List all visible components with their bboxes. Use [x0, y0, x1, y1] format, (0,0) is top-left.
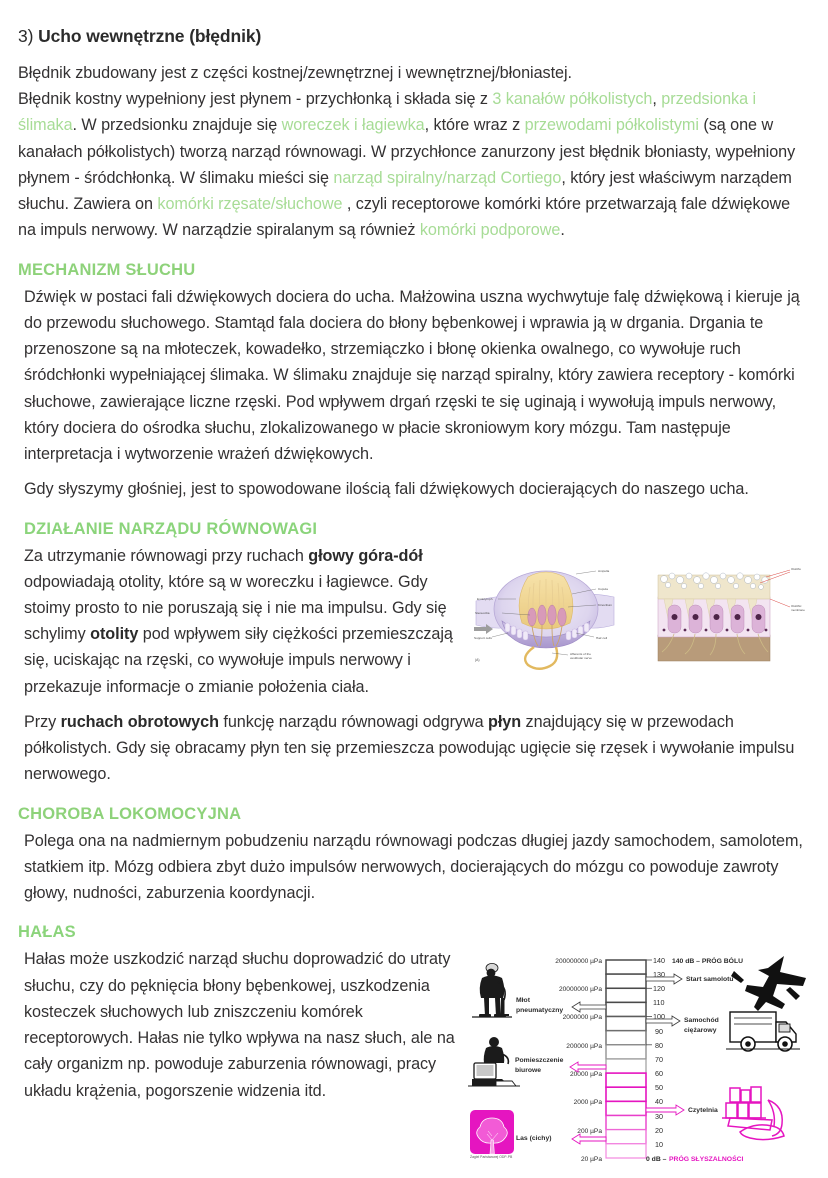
- source-label-ciezarowy: ciężarowy: [684, 1027, 717, 1035]
- label-kinocilium: Kinocilium: [598, 602, 613, 607]
- threshold-hearing-db: 0 dB –: [646, 1156, 667, 1164]
- balance2-text-a: Przy: [24, 712, 61, 731]
- source-arrow-mlot-pneumatyczny: [516, 997, 606, 1014]
- balance-text-b: odpowiadają otolity, które są w woreczku i łagiewce. Gdy stoimy prosto to nie poruszają się i nie ma impulsu. Gdy się schylimy: [24, 572, 447, 644]
- db-tick-20: 20: [655, 1126, 663, 1136]
- balance-text-c: pod wpływem siły ciężkości przemieszczają się, uciskając na rzęski, co wywołuje impuls nerwowy i przekazuje informacje o zmianie położenia ciała.: [24, 625, 453, 696]
- pa-label-40: 2000 µPa: [573, 1099, 602, 1107]
- noise-scale-chart: [468, 950, 818, 1178]
- intro-line1-text: Błędnik zbudowany jest z części kostnej/zewnętrznej i wewnętrznej/błoniastej.: [18, 64, 572, 82]
- intro-text-f: , który jest właściwym narządem słuchu. Zawiera on: [18, 168, 792, 214]
- balance2-text-c: znajdujący się w przewodach półkolistych. Gdy się obracamy płyn ten się przemieszcza powodując ugięcie się rzęsek i wywołanie impulsu nerwowego.: [24, 712, 795, 784]
- intro-text-d: , które wraz z: [424, 116, 525, 135]
- reading-room-illustration: [722, 1087, 784, 1140]
- source-label-czytelnia: Czytelnia: [688, 1107, 718, 1115]
- balance-paragraph-2: [18, 709, 810, 788]
- db-tick-labels: [653, 956, 665, 1149]
- db-tick-40: 40: [655, 1097, 663, 1107]
- db-tick-30: 30: [655, 1112, 663, 1122]
- pa-label-120: 20000000 µPa: [558, 986, 602, 994]
- threshold-pain: 140 dB – PRÓG BÓLU: [672, 958, 744, 966]
- section-heading-halas: HAŁAS: [18, 923, 76, 942]
- db-tick-90: 90: [655, 1027, 663, 1037]
- office-worker-illustration: [468, 1037, 520, 1086]
- source-label-samochod: Samochód: [684, 1017, 719, 1025]
- label-otolithic-membrane-1: Otolithic: [791, 603, 802, 608]
- db-ladder: [606, 960, 646, 1158]
- highlight-komorki-rzesate: komórki rzęsate/słuchowe: [157, 195, 343, 214]
- page-title: [18, 26, 810, 47]
- pa-label-80: 200000 µPa: [566, 1043, 602, 1051]
- highlight-przewody-polkoliste: przewodami półkolistymi: [524, 116, 699, 135]
- halas-figure-column: [470, 946, 818, 1178]
- source-label-biurowe: biurowe: [515, 1067, 542, 1075]
- balance-figure-column: [470, 543, 828, 679]
- balance-paragraph-1: [18, 543, 470, 700]
- source-label-mlot: Młot: [516, 997, 530, 1005]
- title-text: Ucho wewnętrzne (błędnik): [38, 26, 262, 46]
- db-tick-80: 80: [655, 1041, 663, 1051]
- db-tick-120: 120: [653, 984, 665, 994]
- label-stereocilia: Stereocilia: [475, 610, 490, 615]
- bold-ruchach-obrotowych: ruchach obrotowych: [60, 712, 219, 731]
- threshold-hearing: PRÓG SŁYSZALNOŚCI: [669, 1156, 744, 1164]
- mechanizm-paragraph-2: Gdy słyszymy głośniej, jest to spowodowane ilością fali dźwiękowych docierających do naszego ucha.: [24, 480, 749, 499]
- balance-row: [18, 543, 810, 700]
- label-afferents-1: Afferents of the: [570, 651, 591, 656]
- source-label-pneumatyczny: pneumatyczny: [516, 1007, 564, 1015]
- source-arrow-las-cichy: [516, 1134, 606, 1144]
- db-tick-70: 70: [655, 1055, 663, 1065]
- intro-text-h: .: [560, 221, 565, 240]
- section-heading-dzialanie-narzadu-rownowagi: DZIAŁANIE NARZĄDU RÓWNOWAGI: [24, 519, 318, 538]
- db-tick-60: 60: [655, 1069, 663, 1079]
- db-tick-10: 10: [655, 1140, 663, 1150]
- mechanizm-paragraph-1: Dźwięk w postaci fali dźwiękowych dociera do ucha. Małżowina uszna wychwytuje falę dźwiękową i kieruje ją do przewodu słuchowego. Stamtąd fala dociera do błony bębenkowej i wprawia ją w drgania. Drgania te przenoszone są na młoteczek, kowadełko, strzemiączko i błonę okienka owalnego, co wywołuje ruch śródchłonki wypełniającej ślimaka. W ślimaku znajduje się narząd spiralny, który zawiera receptory - komórki słuchowe, zawierające liczne rzęski. Pod wpływem drgań rzęski te się uginają i wywołują impuls nerwowy, który dociera do ośrodka słuchu, zlokalizowanego w płacie skroniowym kory mózgu. Tam następuje interpretacja i wytworzenie wrażeń dźwiękowych.: [24, 287, 800, 464]
- intro-paragraph-line1: [18, 60, 810, 86]
- label-panel-a: (A): [475, 657, 480, 662]
- source-label-pomieszczenie: Pomieszczenie: [515, 1057, 564, 1065]
- db-tick-100: 100: [653, 1012, 665, 1022]
- intro-text-b: ,: [652, 90, 662, 109]
- balance-text-column: [18, 543, 470, 700]
- pa-label-60: 20000 µPa: [569, 1071, 602, 1079]
- bold-plyn: płyn: [488, 712, 522, 731]
- choroba-paragraph-1: Polega ona na nadmiernym pobudzeniu narządu równowagi podczas długiej jazdy samochodem, samolotem, statkiem itp. Mózg odbiera zbyt dużo impulsów nerwowych, docierających do mózgu co powoduje zawroty głowy, nudności, zaburzenia koordynacji.: [24, 831, 803, 903]
- halas-text-column: [18, 946, 470, 1103]
- section-heading-mechanizm-sluchu: MECHANIZM SŁUCHU: [18, 260, 196, 279]
- halas-row: [18, 946, 810, 1178]
- highlight-komorki-podporowe: komórki podporowe: [419, 221, 561, 240]
- highlight-przedsionek-slimak: przedsionka i ślimaka: [18, 90, 757, 135]
- vestibular-anatomy-figure: [472, 549, 828, 679]
- intro-text-c: . W przedsionku znajduje się: [72, 116, 282, 135]
- quiet-forest-illustration: [470, 1110, 514, 1159]
- intro-text-g: , czyli receptorowe komórki które przetwarzają fale dźwiękowe na impuls nerwowy. W narządzie spiralanym są również: [18, 195, 791, 240]
- label-support-cells: Support cells: [474, 635, 492, 640]
- halas-paragraph-1: Hałas może uszkodzić narząd słuchu doprowadzić do utraty słuchu, czy do pęknięcia błony bębenkowej, uszkodzenia kosteczek słuchowych lub zniszczeniu komórek receptorowych. Hałas nie tylko wpływa na nasz słuch, ale na cały organizm np. powoduje zaburzenia równowagi, pracy układu krążenia, pogorszenie widzenia itd.: [24, 950, 455, 1100]
- intro-text-a: Błędnik kostny wypełniony jest płynem - przychłonką i składa się z: [18, 90, 493, 109]
- highlight-woreczek-lagiewka: woreczek i łagiewka: [281, 116, 425, 135]
- bold-glowy-gora-dol: głowy góra-dół: [308, 546, 423, 565]
- intro-text-e: (są one w kanałach półkolistych) tworzą narząd równowagi. W przychłonce zanurzony jest błędnik błoniasty, wypełniony płynem - śródchłonką. W ślimaku mieści się: [18, 116, 796, 187]
- balance-text-a: Za utrzymanie równowagi przy ruchach: [24, 546, 309, 565]
- label-ampulla: Ampulla: [598, 568, 610, 573]
- crista-ampullaris-illustration: [474, 569, 614, 669]
- title-number: 3): [18, 26, 34, 46]
- jackhammer-worker-illustration: [472, 964, 512, 1018]
- db-tick-50: 50: [655, 1083, 663, 1093]
- label-endolymph: Endolymph: [477, 596, 493, 601]
- source-label-las: Las (cichy): [516, 1135, 552, 1143]
- label-otolithic-membrane-2: membrane: [791, 607, 805, 612]
- label-cupula: Cupula: [598, 586, 608, 591]
- db-tick-130: 130: [653, 970, 665, 980]
- db-tick-110: 110: [653, 998, 665, 1008]
- chart-watermark: Żagiel Państwowej ODP-PB: [470, 1155, 513, 1160]
- balance2-text-b: funkcję narządu równowagi odgrywa: [218, 712, 489, 731]
- pa-label-0: 20 µPa: [580, 1156, 602, 1164]
- highlight-kanaly-polkoliste: 3 kanałów półkolistych: [492, 90, 653, 109]
- pa-label-140: 200000000 µPa: [555, 958, 602, 966]
- pa-label-20: 200 µPa: [577, 1128, 602, 1136]
- label-afferents-2: vestibular nerve: [570, 655, 592, 660]
- section-heading-choroba-lokomocyjna: CHOROBA LOKOMOCYJNA: [18, 804, 242, 823]
- highlight-narzad-cortiego: narząd spiralny/narząd Cortiego: [333, 168, 562, 187]
- bold-otolity: otolity: [90, 625, 139, 644]
- intro-paragraph: [18, 86, 810, 243]
- label-hair-cell: Hair cell: [596, 635, 608, 640]
- macula-otolith-illustration: [658, 567, 805, 661]
- truck-illustration: [726, 1012, 800, 1051]
- db-tick-140: 140: [653, 956, 665, 966]
- source-label-start-samolotu: Start samolotu: [686, 976, 734, 984]
- label-otoliths: Otoliths: [791, 566, 801, 571]
- pa-label-100: 2000000 µPa: [562, 1014, 602, 1022]
